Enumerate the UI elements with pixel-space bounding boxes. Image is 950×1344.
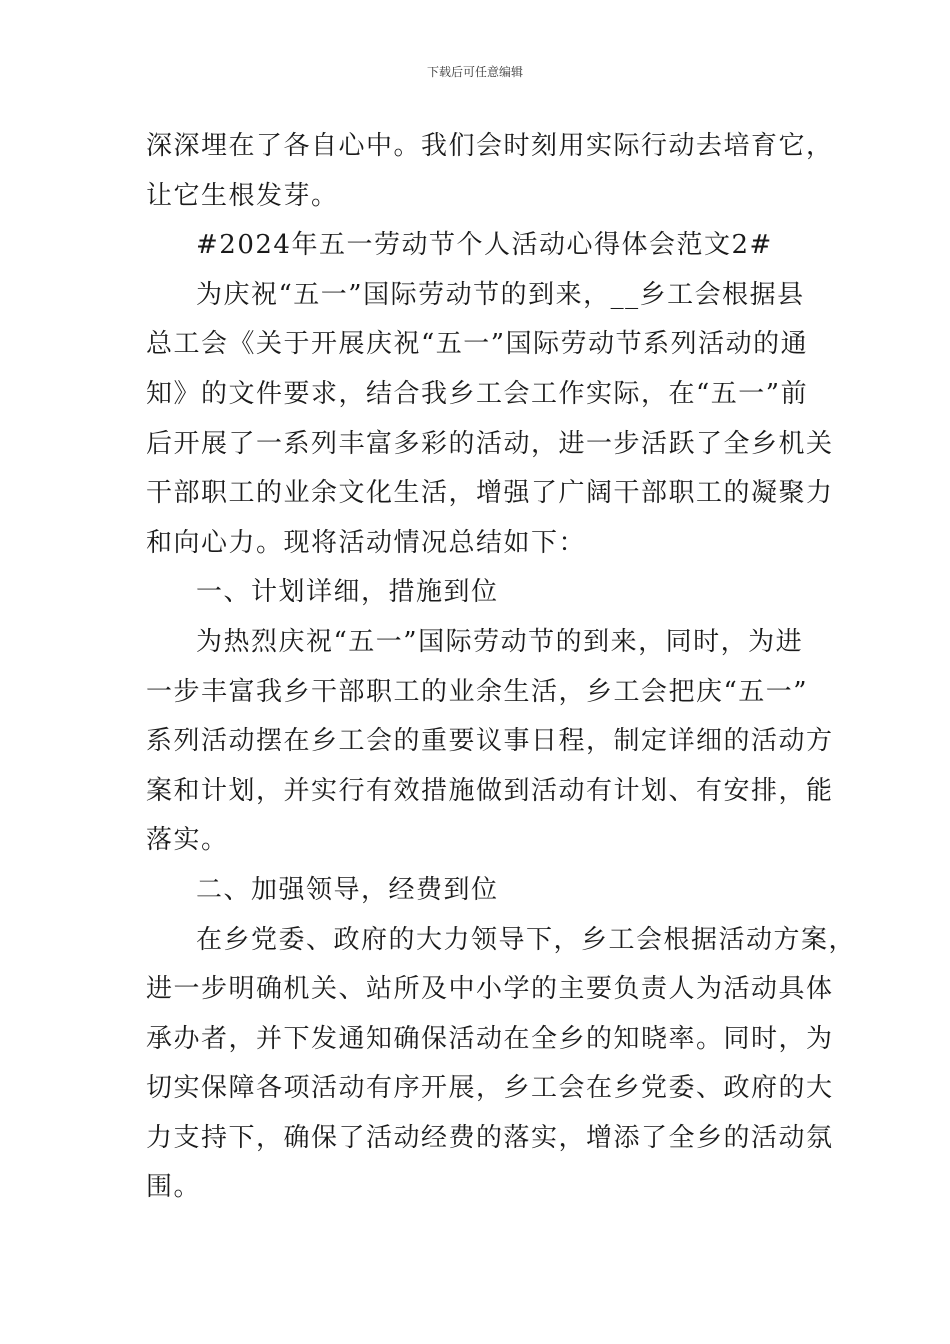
text-line: 案和计划，并实行有效措施做到活动有计划、有安排，能 bbox=[146, 775, 834, 806]
section-title: #2024年五一劳动节个人活动心得体会范文2# bbox=[196, 230, 773, 261]
subheading: 一、计划详细，措施到位 bbox=[196, 577, 499, 608]
text-line: 和向心力。现将活动情况总结如下： bbox=[146, 527, 587, 558]
text-line: 知》的文件要求，结合我乡工会工作实际，在“五一”前 bbox=[146, 378, 809, 409]
text-line: 后开展了一系列丰富多彩的活动，进一步活跃了全乡机关 bbox=[146, 428, 834, 459]
text-line: 围。 bbox=[146, 1172, 202, 1203]
text-line: 为热烈庆祝“五一”国际劳动节的到来，同时，为进 bbox=[196, 626, 804, 657]
text-line: 落实。 bbox=[146, 825, 229, 856]
text-line: 切实保障各项活动有序开展，乡工会在乡党委、政府的大 bbox=[146, 1073, 834, 1104]
text-line: 总工会《关于开展庆祝“五一”国际劳动节系列活动的通 bbox=[146, 329, 809, 360]
text-line: 承办者，并下发通知确保活动在全乡的知晓率。同时，为 bbox=[146, 1023, 834, 1054]
text-line: 让它生根发芽。 bbox=[146, 180, 339, 211]
document-body bbox=[146, 122, 857, 1213]
text-line: 系列活动摆在乡工会的重要议事日程，制定详细的活动方 bbox=[146, 726, 834, 757]
text-line: 深深埋在了各自心中。我们会时刻用实际行动去培育它， bbox=[146, 131, 834, 161]
text-line: 进一步明确机关、站所及中小学的主要负责人为活动具体 bbox=[146, 974, 834, 1005]
text-line: 一步丰富我乡干部职工的业余生活，乡工会把庆“五一” bbox=[146, 676, 809, 707]
subheading: 二、加强领导，经费到位 bbox=[196, 874, 499, 905]
text-line: 在乡党委、政府的大力领导下，乡工会根据活动方案， bbox=[196, 924, 857, 955]
text-line: 为庆祝“五一”国际劳动节的到来，__乡工会根据县 bbox=[196, 279, 805, 310]
text-line: 力支持下，确保了活动经费的落实，增添了全乡的活动氛 bbox=[146, 1122, 834, 1153]
text-line: 干部职工的业余文化生活，增强了广阔干部职工的凝聚力 bbox=[146, 478, 834, 509]
page-header: 下载后可任意编辑 bbox=[426, 65, 523, 79]
